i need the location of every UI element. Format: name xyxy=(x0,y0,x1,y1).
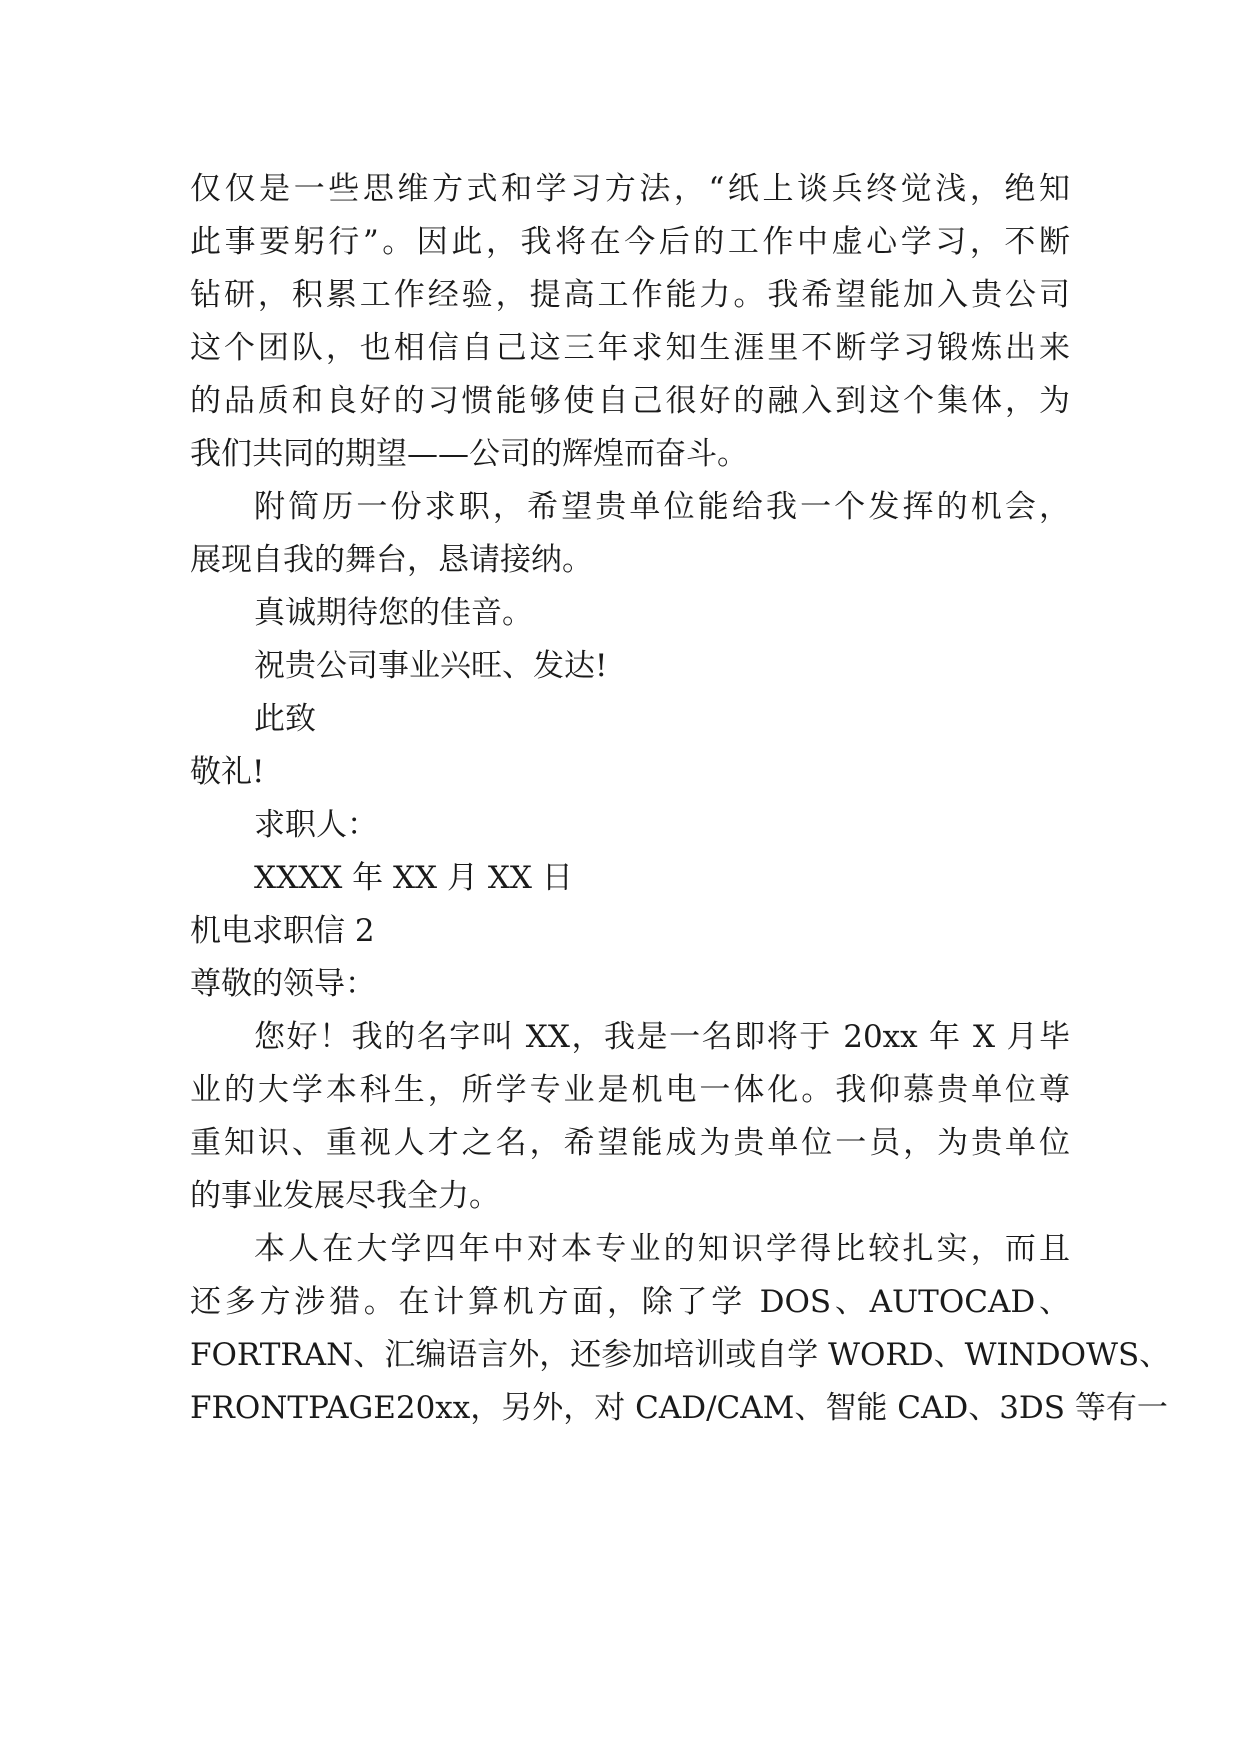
paragraph-line: 的品质和良好的习惯能够使自己很好的融入到这个集体，为 xyxy=(190,383,1070,419)
closing-line: 祝贵公司事业兴旺、发达! xyxy=(254,648,608,684)
paragraph-line: 您好！我的名字叫 XX，我是一名即将于 20xx 年 X 月毕 xyxy=(254,1019,1070,1055)
paragraph-line: 仅仅是一些思维方式和学习方法，“纸上谈兵终觉浅，绝知 xyxy=(190,171,1070,207)
paragraph-line: 展现自我的舞台，恳请接纳。 xyxy=(190,542,593,578)
paragraph-line: 这个团队，也相信自己这三年求知生涯里不断学习锻炼出来 xyxy=(190,330,1070,366)
paragraph-line: 我们共同的期望——公司的辉煌而奋斗。 xyxy=(190,436,748,472)
paragraph-line: 此事要躬行”。因此，我将在今后的工作中虚心学习，不断 xyxy=(190,224,1070,260)
date-line: XXXX 年 XX 月 XX 日 xyxy=(254,860,573,896)
signature-line: 求职人： xyxy=(254,807,378,843)
paragraph-line: 还多方涉猎。在计算机方面，除了学 DOS、AUTOCAD、 xyxy=(190,1284,1070,1320)
paragraph-line: 业的大学本科生，所学专业是机电一体化。我仰慕贵单位尊 xyxy=(190,1072,1070,1108)
paragraph-line: FRONTPAGE20xx，另外，对 CAD/CAM、智能 CAD、3DS 等有一 xyxy=(190,1390,1168,1426)
section-title: 机电求职信 2 xyxy=(190,913,375,949)
closing-line: 真诚期待您的佳音。 xyxy=(254,595,533,631)
paragraph-line: 钻研，积累工作经验，提高工作能力。我希望能加入贵公司 xyxy=(190,277,1070,313)
closing-line: 敬礼! xyxy=(190,754,265,790)
paragraph-line: 附简历一份求职，希望贵单位能给我一个发挥的机会， xyxy=(254,489,1070,525)
paragraph-line: 重知识、重视人才之名，希望能成为贵单位一员，为贵单位 xyxy=(190,1125,1070,1161)
paragraph-line: FORTRAN、汇编语言外，还参加培训或自学 WORD、WINDOWS、 xyxy=(190,1337,1171,1373)
closing-line: 此致 xyxy=(254,701,316,737)
paragraph-line: 本人在大学四年中对本专业的知识学得比较扎实，而且 xyxy=(254,1231,1070,1267)
paragraph-line: 的事业发展尽我全力。 xyxy=(190,1178,500,1214)
salutation: 尊敬的领导： xyxy=(190,966,376,1002)
